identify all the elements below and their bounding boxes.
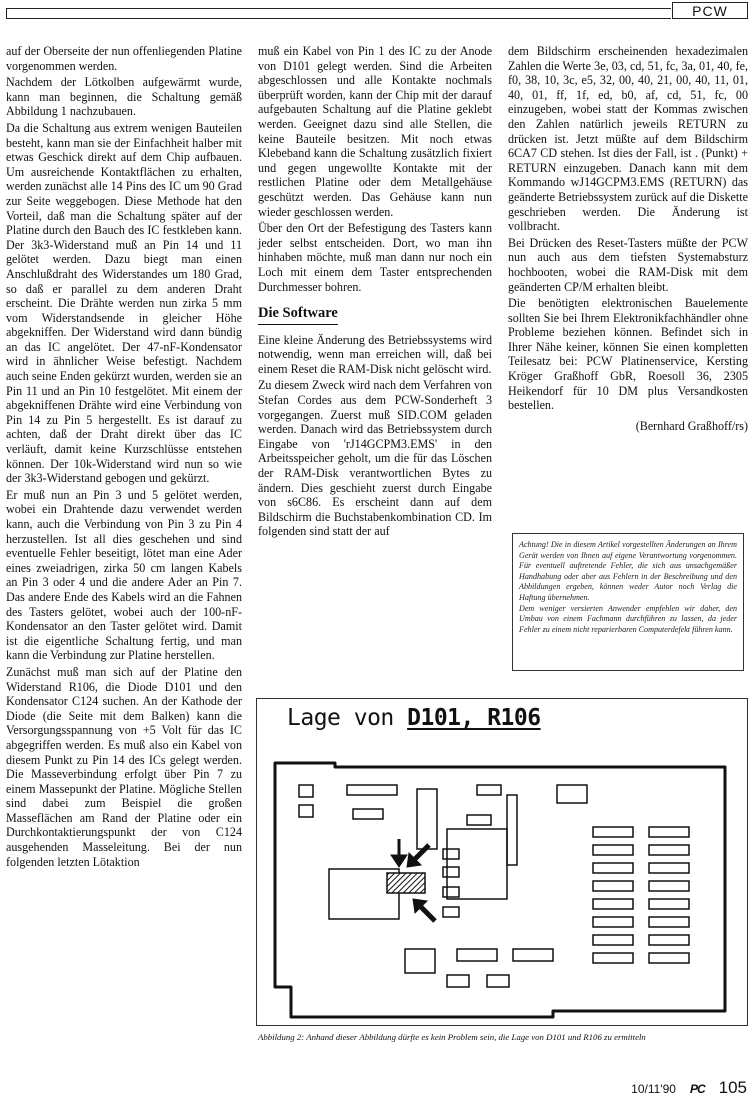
paragraph: Nachdem der Lötkolben aufgewärmt wurde, kann man beginnen, die Schaltung gemäß Abbildung 1 nachzubauen. bbox=[6, 75, 242, 119]
component bbox=[467, 815, 491, 825]
component bbox=[447, 975, 469, 987]
paragraph: Zunächst muß man sich auf der Platine den Widerstand R106, die Diode D101 und den Kondensator C124 suchen. An der Kathode der Diode (die Seite mit dem Balken) kann die Versorgungsspannung von +5 Volt für das IC abgegriffen werden. Es muß also ein Kabel von diesem Punkt zu Pin 14 des ICs gelegt werden. Die Masseverbindung erfolgt über Pin 7 zu einem Massepunkt der Platine. Mögliche Stellen sind dabei zum Beispiel die großen Masseflächen am Rand der Platine oder ein Durchkontaktierungspunkt der von C124 ausgehenden Masseleitung. Bei der nun folgenden letzten Lötaktion bbox=[6, 664, 242, 869]
circuit-board-drawing bbox=[257, 699, 748, 1026]
page-number: 105 bbox=[718, 1078, 747, 1097]
component bbox=[417, 789, 437, 849]
section-tag: PCW bbox=[672, 2, 748, 19]
header-rule bbox=[6, 8, 671, 19]
component bbox=[405, 949, 435, 973]
component bbox=[347, 785, 397, 795]
figure-title: Lage von D101, R106 bbox=[287, 705, 541, 731]
issue-date: 10/11'90 bbox=[631, 1082, 676, 1096]
component bbox=[487, 975, 509, 987]
paragraph: auf der Oberseite der nun offenliegenden Platine vorgenommen werden. bbox=[6, 44, 242, 73]
component bbox=[457, 949, 497, 961]
component bbox=[443, 907, 459, 917]
disclaimer-text: Achtung! Die in diesem Artikel vorgestellten Änderungen an Ihrem Gerät werden von Ihnen auf eigene Verantwortung vorgenommen. Für eventuell auftretende Fehler, die sich aus unsachgemäßer Handhabung oder aber aus Fehlern in der Beschreibung und den Abbildungen ergeben, können weder Autor noch Verlag die Haftung übernehmen. bbox=[519, 540, 737, 602]
author-byline: (Bernhard Graßhoff/rs) bbox=[635, 418, 748, 433]
component bbox=[507, 795, 517, 865]
d101-marker bbox=[387, 873, 425, 893]
paragraph: Zu diesem Zweck wird nach dem Verfahren von Stefan Cordes aus dem PCW-Sonderheft 3 vorgegangen. Zuerst muß SID.COM geladen werden. Danach wird das Betriebssystem durch Eingabe von 'rJ14GCPM3.EMS' in den Arbeitsspeicher geholt, um die für das Löschen der RAM-Disk verantwortlichen Bytes zu ändern. Dies geschieht zuerst durch Eingabe von s6C86. Es erscheint dann auf dem Bildschirm die Buchstabenkombination CD. Im folgenden sind statt der auf bbox=[258, 378, 492, 539]
disclaimer-text: Dem weniger versierten Anwender empfehlen wir daher, den Umbau von einem Fachmann durchführen zu lassen, da jeder Fehler zu einem nicht reparierbaren Computerdefekt führen kann. bbox=[519, 603, 737, 634]
chip bbox=[447, 829, 507, 899]
article-column-2 bbox=[258, 44, 492, 541]
paragraph: Eine kleine Änderung des Betriebssystems wird notwendig, wenn man erreichen will, daß bei einem Reset die RAM-Disk nicht gelöscht wird. bbox=[258, 332, 492, 376]
paragraph: dem Bildschirm erscheinenden hexadezimalen Zahlen die Werte 3e, 03, cd, 51, fc, 3a, 01, 40, fe, f0, 38, 10, 3c, e5, 32, 00, 40, 21, 00, 40, 11, 01, 40, 01, ff, 1f, ed, b0, af, cd, 51, fc, 00 einzugeben, wobei statt der Kommas zwischen den Zahlen natürlich jeweils RETURN zu drücken ist. Jetzt müßte auf dem Bildschirm 6CA7 CD stehen. Ist dies der Fall, ist . (Punkt) + RETURN einzugeben. Danach kann mit dem Kommando wJ14GCPM3.EMS (RETURN) das geänderte Betriebssystem zurück auf die Diskette geschrieben werden. Die Änderung ist vollbracht. bbox=[508, 44, 748, 234]
component bbox=[513, 949, 553, 961]
section-heading: Die Software bbox=[258, 306, 338, 325]
page-footer bbox=[631, 1078, 747, 1098]
component bbox=[353, 809, 383, 819]
paragraph: Bei Drücken des Reset-Tasters müßte der PCW nun auch aus dem tiefsten Systemabsturz hochbooten, wobei die RAM-Disk mit dem geänderten CP/M erhalten bleibt. bbox=[508, 235, 748, 294]
component bbox=[299, 785, 313, 797]
memory-chip-array bbox=[593, 827, 689, 963]
paragraph: Da die Schaltung aus extrem wenigen Bauteilen besteht, kann man sie der Einfachheit halber mit etwas Geschick direkt auf dem Chip aufbauen. Um ausreichende Kontaktflächen zu erhalten, werden zunächst alle 14 Pins des IC um 90 Grad zur Seite weggebogen. Diese Methode hat den Vorteil, daß man die Schaltung später auf der Platine durch den Bauch des IC festkleben kann. Der 3k3-Widerstand muß an Pin 14 und 11 gelötet werden. Dazu biegt man einen Anschlußdraht des Widerstandes um 180 Grad, so daß er parallel zu dem anderen Draht erscheint. Die Drähte werden nun zirka 5 mm vom Widerstandsende in gleicher Höhe abgekniffen. Der Widerstand wird dann bündig an das IC angelötet. Der 47-nF-Kondensator wird in ähnlicher Weise befestigt. Nachdem auch seine Enden gekürzt wurden, werden sie an Pin 11 und an Pin 10 festgelötet. Mit einem der abgekniffenen Drähte wird eine Verbindung von Pin 14 zu Pin 5 hergestellt. Es ist darauf zu achten, daß der Draht direkt über das IC verläuft, damit keine Kurzschlüsse entstehen können. Der 10k-Widerstand wird nun so wie der 3k3-Widerstand gebogen und gekürzt. bbox=[6, 120, 242, 486]
paragraph: muß ein Kabel von Pin 1 des IC zu der Anode von D101 gelegt werden. Sind die Arbeiten abgeschlossen und alle Kontakte nochmals überprüft worden, kann der Chip mit der darauf aufgebauten Schaltung auf die Platine geklebt werden. Geeignet dazu sind alle Stellen, die keine Bauteile besitzen. Mit noch etwas Klebeband kann die Schaltung zusätzlich fixiert und gegen ungewollte Kontakte mit der restlichen Platine oder dem Metallgehäuse geschützt werden. Das Gehäuse kann nun wieder geschlossen werden. bbox=[258, 44, 492, 219]
board-outline bbox=[275, 763, 725, 1017]
component bbox=[443, 849, 459, 859]
component bbox=[443, 887, 459, 897]
component bbox=[477, 785, 501, 795]
article-column-1 bbox=[6, 44, 242, 871]
component bbox=[443, 867, 459, 877]
component bbox=[557, 785, 587, 803]
component bbox=[299, 805, 313, 817]
disclaimer-box bbox=[512, 533, 744, 671]
paragraph: Die benötigten elektronischen Bauelemente sollten Sie bei Ihrem Elektronikfachhändler ohne Probleme beziehen können. Befindet sich in Ihrer Nähe keiner, können Sie einen kompletten Teilesatz bei: PCW Platinenservice, Kersting Kröger Graßhoff GbR, Roesoll 36, 2305 Heikendorf für 10 DM plus Versandkosten bestellen. bbox=[508, 296, 748, 413]
figure-caption: Abbildung 2: Anhand dieser Abbildung dürfte es kein Problem sein, die Lage von D101 und R106 zu ermitteln bbox=[258, 1032, 646, 1042]
magazine-logo: PC bbox=[689, 1082, 705, 1096]
paragraph: Über den Ort der Befestigung des Tasters kann jeder selbst entscheiden. Dort, wo man ihn hinhaben möchte, muß man dann nur noch ein Loch mit einem dem Taster entsprechenden Durchmesser bohren. bbox=[258, 221, 492, 294]
article-column-3 bbox=[508, 44, 748, 433]
board-figure bbox=[256, 698, 748, 1026]
paragraph: Er muß nun an Pin 3 und 5 gelötet werden, wobei ein Drahtende dazu verwendet werden kann, auch die Verbindung von Pin 3 zu Pin 4 herzustellen. Ist all dies geschehen und sind eventuelle Fehler beseitigt, lötet man eine Ader eines zweiadrigen, zirka 50 cm langen Kabels an Pin 3 oder 4 und die andere Ader an Pin 7. Das andere Ende des Kabels wird an die Fahnen des Tasters gelötet, wobei auch der 100-nF-Kondensator an den Taster gelötet wird. Damit ist die eigentliche Schaltung fertig, und man kann die Verbindung zur Platine herstellen. bbox=[6, 487, 242, 663]
